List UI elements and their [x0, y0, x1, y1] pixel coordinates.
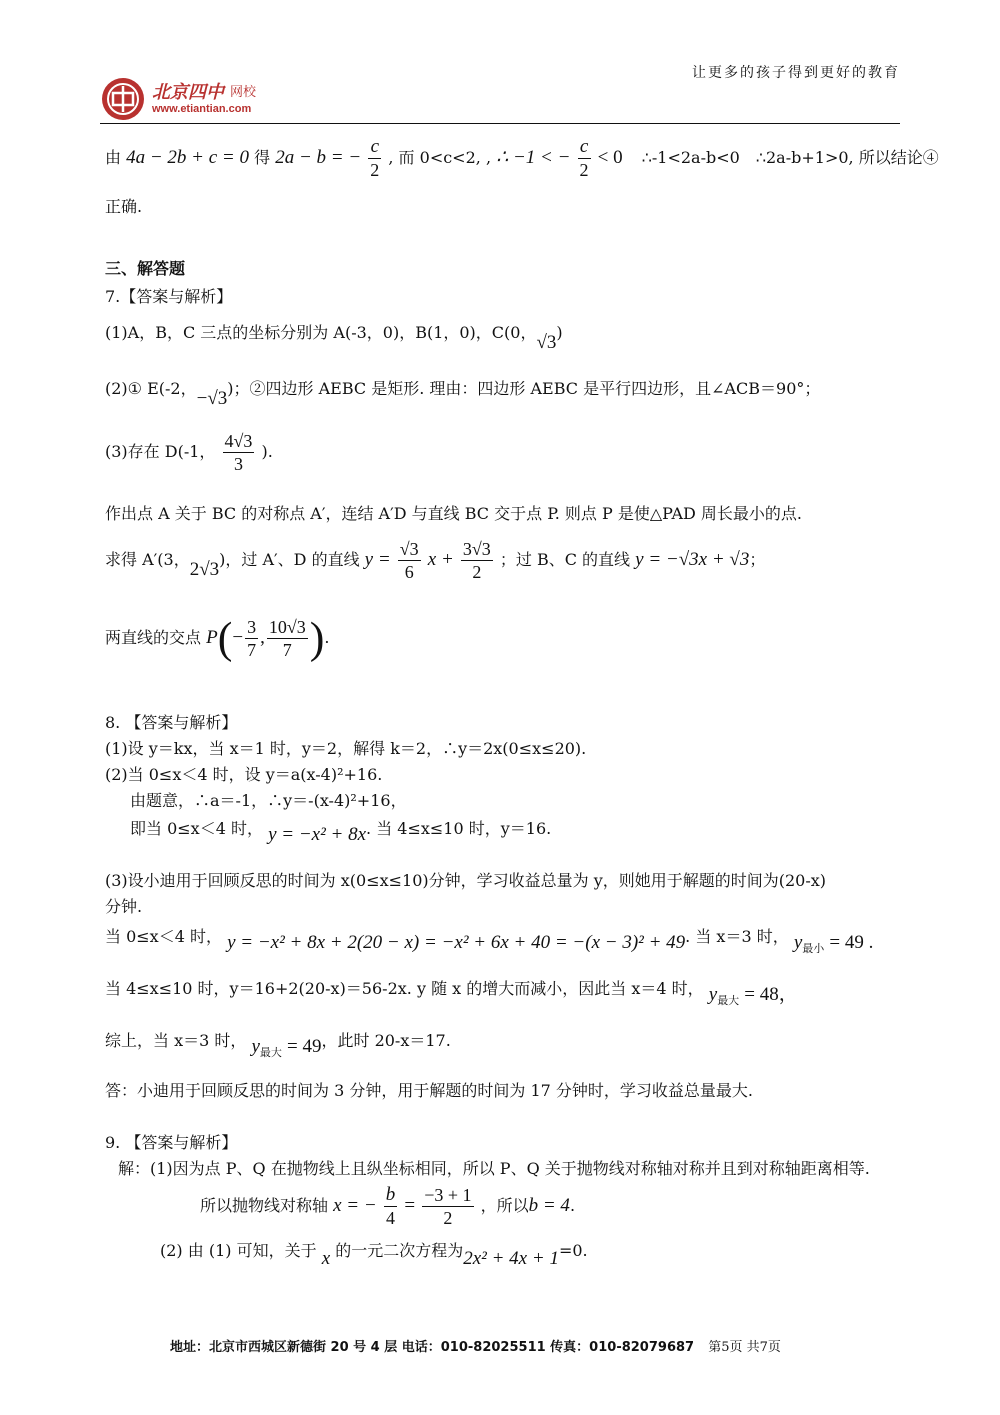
header-rule: [100, 123, 900, 124]
q8-part3: (3)设小迪用于回顾反思的时间为 x(0≤x≤10)分钟，学习收益总量为 y，则她用于解题的时间为(20-x): [105, 871, 827, 890]
fraction: $\frac{√3}{6}$: [399, 539, 419, 582]
fraction: $\frac{10√3}{7}$: [268, 617, 306, 660]
q9-part2: (2) 由 (1) 可知，关于 x 的一元二次方程为2x² + 4x + 1=0.: [160, 1241, 588, 1269]
fraction: $\frac{3}{7}$: [247, 617, 257, 660]
header: [100, 60, 900, 130]
q7-intersection: 两直线的交点 P(− $\frac{3}{7}$ , $\frac{10√3}{7}$ ).: [105, 613, 330, 663]
q7-title: 7.【答案与解析】: [105, 287, 233, 306]
q9-axis: 所以抛物线对称轴 x = − $\frac{b}{4}$ = $\frac{-3 + 1}{2}$ ，所以b = 4.: [200, 1184, 576, 1228]
q7-lines: 求得 A′(3，2√3)，过 A′、D 的直线 y = $\frac{√3}{6}$ x + $\frac{3√3}{2}$ ；过 B、C 的直线 y = −√3x + √3；: [105, 539, 766, 582]
q7-part1: (1)A，B，C 三点的坐标分别为 A(-3，0)，B(1，0)，C(0，√3): [105, 323, 563, 353]
fraction: $\frac{c}{2}$: [370, 136, 380, 180]
q8-part3-b: 分钟.: [105, 897, 143, 916]
q8-part3-c: 当 0≤x＜4 时， y = −x² + 8x + 2(20 − x) = −x² + 6x + 40 = −(x − 3)² + 49. 当 x＝3 时， $y_{最小} = 49$ .: [105, 927, 874, 955]
q7-reflection: 作出点 A 关于 BC 的对称点 A′，连结 A′D 与直线 BC 交于点 P. 则点 P 是使△PAD 周长最小的点.: [105, 504, 803, 523]
conclusion-line: 由 4a − 2b + c = 0 得 2a − b = − $\frac{c}{2}$ , 而 0<c<2, , ∴ −1 < − $\frac{c}{2}$ < 0 ∴-1<2a-b<0 ∴2a-b+1>0, 所以结论④: [105, 136, 939, 180]
slogan: 让更多的孩子得到更好的教育: [692, 65, 900, 81]
footer: [170, 1336, 890, 1355]
fraction: $\frac{4√3}{3}$: [224, 431, 253, 474]
q8-part2-c: 即当 0≤x＜4 时， y = −x² + 8x. 当 4≤x≤10 时，y＝16.: [130, 819, 552, 845]
page-number: 第5页 共7页: [708, 1340, 781, 1355]
q8-summary: 综上，当 x＝3 时， $y_{最大} = 49$，此时 20-x＝17.: [105, 1031, 451, 1059]
fraction: $\frac{c}{2}$: [579, 136, 589, 180]
logo-name: 北京四中: [152, 82, 224, 103]
logo-url: www.etiantian.com: [152, 103, 252, 115]
q7-part2: (2)① E(-2，−√3)；②四边形 AEBC 是矩形. 理由：四边形 AEBC 是平行四边形，且∠ACB＝90°；: [105, 379, 821, 409]
q8-part2-b: 由题意，∴a＝-1，∴y＝-(x-4)²+16，: [130, 791, 407, 810]
q8-part3-d: 当 4≤x≤10 时，y＝16+2(20-x)＝56-2x. y 随 x 的增大而减小，因此当 x＝4 时， $y_{最大} = 48$，: [105, 979, 798, 1007]
q7-part3: (3)存在 D(-1， $\frac{4√3}{3}$ ).: [105, 431, 273, 474]
fraction: $\frac{b}{4}$: [385, 1184, 396, 1228]
q8-title: 8. 【答案与解析】: [105, 713, 238, 732]
q8-part2: (2)当 0≤x＜4 时，设 y＝a(x-4)²+16.: [105, 765, 383, 784]
fraction: $\frac{-3 + 1}{2}$: [424, 1185, 472, 1228]
q9-title: 9. 【答案与解析】: [105, 1133, 238, 1152]
logo: [100, 76, 300, 126]
logo-emblem-icon: [100, 76, 146, 122]
footer-address: 地址：北京市西城区新德街 20 号 4 层 电话：010-82025511 传真：010-82079687: [170, 1340, 695, 1355]
q8-answer: 答：小迪用于回顾反思的时间为 3 分钟，用于解题的时间为 17 分钟时，学习收益总量最大.: [105, 1081, 753, 1100]
conclusion-line-2: 正确.: [105, 197, 143, 216]
logo-net: 网校: [230, 85, 257, 100]
section-title: 三、解答题: [105, 259, 186, 278]
fraction: $\frac{3√3}{2}$: [462, 539, 491, 582]
q8-part1: (1)设 y＝kx，当 x＝1 时，y＝2，解得 k＝2，∴y＝2x(0≤x≤20).: [105, 739, 587, 758]
q9-part1: 解：(1)因为点 P、Q 在抛物线上且纵坐标相同，所以 P、Q 关于抛物线对称轴对称并且到对称轴距离相等.: [118, 1159, 870, 1178]
